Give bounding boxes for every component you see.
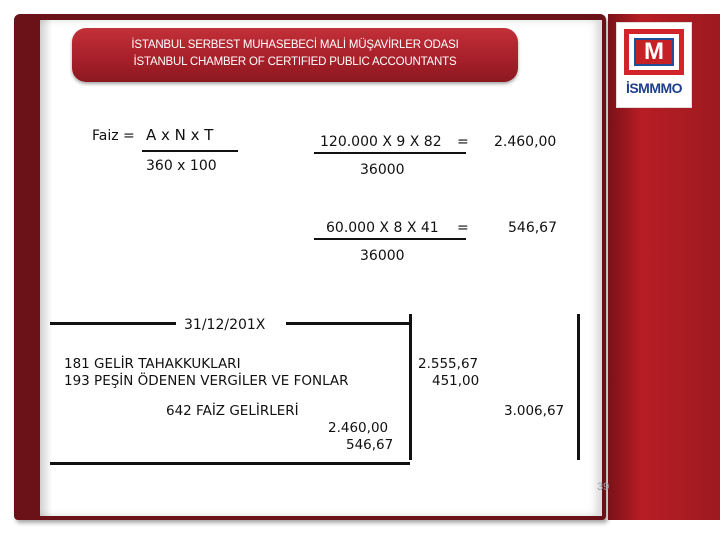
calc-2-numerator: 60.000 X 8 X 41 [326,220,439,236]
journal-date: 31/12/201X [184,317,266,333]
logo-frame [624,29,684,75]
header-title-en: İSTANBUL CHAMBER OF CERTIFIED PUBLIC ACCOUNTANTS [133,56,457,68]
calc-1-numerator: 120.000 X 9 X 82 [320,134,442,150]
credit-amount-2: 546,67 [346,437,394,453]
journal-credit-column-line [577,314,580,460]
credit-amount-1: 2.460,00 [328,420,389,436]
formula-label: Faiz = [92,128,135,144]
debit-account-2: 193 PEŞİN ÖDENEN VERGİLER VE FONLAR [64,373,349,389]
debit-amount-1: 2.555,67 [418,356,479,372]
slide-page [40,20,602,516]
calc-1-result: 2.460,00 [494,134,557,150]
credit-account: 642 FAİZ GELİRLERİ [166,403,299,419]
credit-total: 3.006,67 [504,403,565,419]
page-number: 39 [597,481,610,493]
calc-1-denominator: 36000 [360,162,405,178]
ismmmo-logo [616,22,692,108]
calc-1-fraction-bar [314,152,466,154]
formula-numerator: A x N x T [146,126,214,144]
journal-debit-column-line [409,314,412,460]
calc-2-result: 546,67 [508,220,557,236]
logo-name: İSMMMO [625,80,683,96]
journal-top-line-right [286,322,412,325]
calc-2-denominator: 36000 [360,248,405,264]
formula-fraction-bar [142,150,238,152]
formula-denominator: 360 x 100 [146,158,217,174]
logo-mark: M [634,38,674,66]
calc-1-equals: = [457,134,469,150]
page-shadow [40,20,52,516]
calc-2-fraction-bar [314,238,466,240]
journal-bottom-line [50,462,410,465]
journal-top-line-left [50,322,176,325]
calc-2-equals: = [457,220,469,236]
header-banner [72,28,518,82]
debit-amount-2: 451,00 [432,373,480,389]
header-title-tr: İSTANBUL SERBEST MUHASEBECİ MALİ MÜŞAVİRLER ODASI [131,39,459,51]
debit-account-1: 181 GELİR TAHAKKUKLARI [64,356,241,372]
